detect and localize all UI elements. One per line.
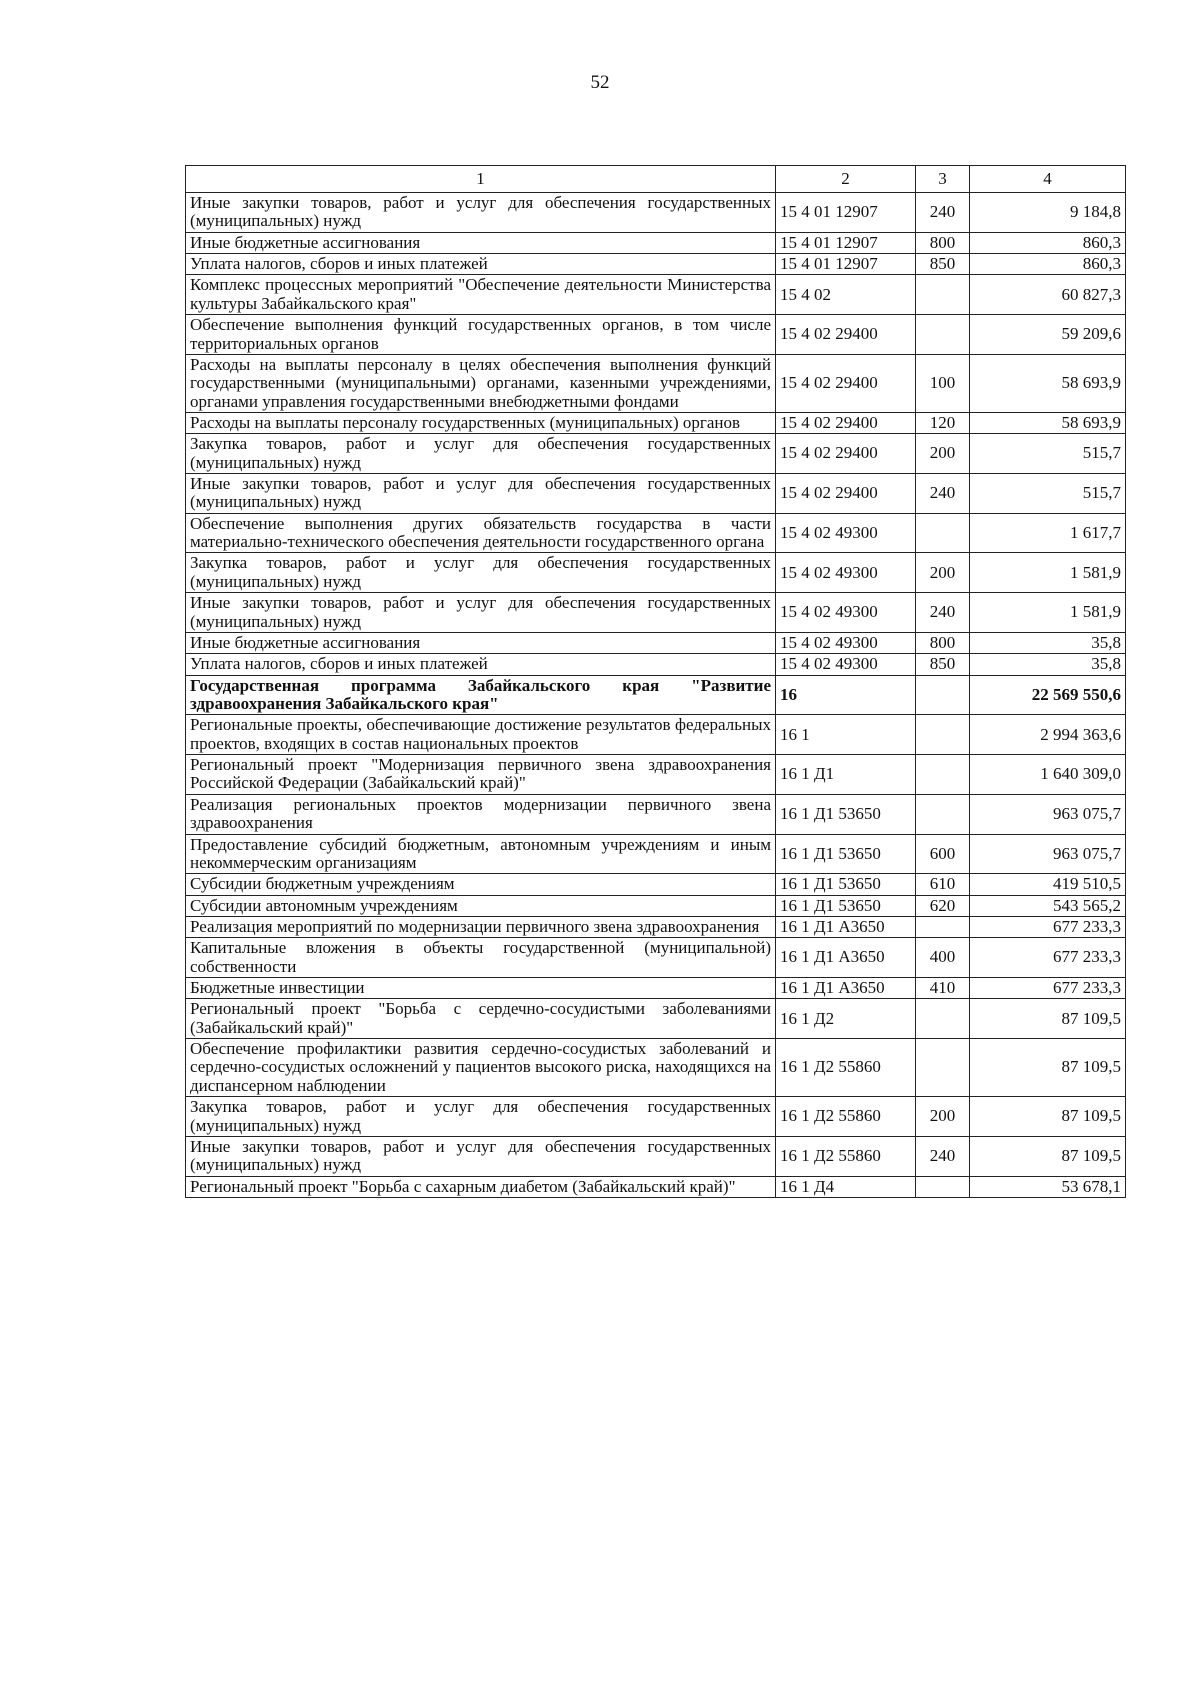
row-name: Иные бюджетные ассигнования bbox=[186, 232, 776, 253]
row-code: 15 4 01 12907 bbox=[776, 193, 916, 233]
row-amount: 677 233,3 bbox=[970, 916, 1126, 937]
row-amount: 677 233,3 bbox=[970, 978, 1126, 999]
table-row bbox=[186, 895, 1126, 916]
table-row bbox=[186, 315, 1126, 355]
row-name: Иные закупки товаров, работ и услуг для обеспечения государственных (муниципальных) нужд bbox=[186, 193, 776, 233]
row-amount: 963 075,7 bbox=[970, 834, 1126, 874]
table-row bbox=[186, 232, 1126, 253]
row-amount: 58 693,9 bbox=[970, 354, 1126, 412]
row-amount: 515,7 bbox=[970, 474, 1126, 514]
row-code: 16 1 Д2 bbox=[776, 999, 916, 1039]
row-code: 15 4 01 12907 bbox=[776, 232, 916, 253]
row-code: 16 1 Д1 53650 bbox=[776, 834, 916, 874]
row-name: Расходы на выплаты персоналу в целях обеспечения выполнения функций государственными (муниципальными) органами, казенными учреждениями, органами управления государственными внебюджетными фондами bbox=[186, 354, 776, 412]
row-name: Уплата налогов, сборов и иных платежей bbox=[186, 254, 776, 275]
row-name: Обеспечение выполнения других обязательств государства в части материально-технического обеспечения деятельности государственного органа bbox=[186, 513, 776, 553]
table-row bbox=[186, 513, 1126, 553]
table-row bbox=[186, 474, 1126, 514]
row-code: 15 4 02 29400 bbox=[776, 474, 916, 514]
row-amount: 87 109,5 bbox=[970, 1136, 1126, 1176]
budget-table bbox=[185, 165, 1126, 1198]
row-amount: 53 678,1 bbox=[970, 1176, 1126, 1197]
row-code: 15 4 02 49300 bbox=[776, 654, 916, 675]
table-body bbox=[186, 193, 1126, 1198]
row-amount: 60 827,3 bbox=[970, 275, 1126, 315]
row-type bbox=[916, 513, 970, 553]
row-code: 15 4 01 12907 bbox=[776, 254, 916, 275]
row-type bbox=[916, 275, 970, 315]
row-type: 240 bbox=[916, 193, 970, 233]
table-row bbox=[186, 834, 1126, 874]
row-name: Иные бюджетные ассигнования bbox=[186, 632, 776, 653]
table-row bbox=[186, 999, 1126, 1039]
table-row bbox=[186, 254, 1126, 275]
table-row bbox=[186, 434, 1126, 474]
row-amount: 59 209,6 bbox=[970, 315, 1126, 355]
row-name: Закупка товаров, работ и услуг для обеспечения государственных (муниципальных) нужд bbox=[186, 1097, 776, 1137]
row-name: Закупка товаров, работ и услуг для обеспечения государственных (муниципальных) нужд bbox=[186, 553, 776, 593]
row-amount: 1 581,9 bbox=[970, 553, 1126, 593]
row-amount: 87 109,5 bbox=[970, 1039, 1126, 1097]
row-type bbox=[916, 1039, 970, 1097]
row-type bbox=[916, 1176, 970, 1197]
row-type: 100 bbox=[916, 354, 970, 412]
row-name: Субсидии бюджетным учреждениям bbox=[186, 874, 776, 895]
row-code: 16 1 Д1 53650 bbox=[776, 895, 916, 916]
row-name: Комплекс процессных мероприятий "Обеспечение деятельности Министерства культуры Забайкальского края" bbox=[186, 275, 776, 315]
row-type: 240 bbox=[916, 474, 970, 514]
table-row bbox=[186, 675, 1126, 715]
row-type: 240 bbox=[916, 1136, 970, 1176]
row-name: Субсидии автономным учреждениям bbox=[186, 895, 776, 916]
row-amount: 22 569 550,6 bbox=[970, 675, 1126, 715]
row-code: 15 4 02 bbox=[776, 275, 916, 315]
row-amount: 860,3 bbox=[970, 254, 1126, 275]
row-amount: 87 109,5 bbox=[970, 999, 1126, 1039]
table-row bbox=[186, 275, 1126, 315]
row-code: 16 1 Д2 55860 bbox=[776, 1136, 916, 1176]
table-row bbox=[186, 755, 1126, 795]
row-code: 15 4 02 29400 bbox=[776, 412, 916, 433]
row-name: Государственная программа Забайкальского края "Развитие здравоохранения Забайкальского края" bbox=[186, 675, 776, 715]
row-name: Бюджетные инвестиции bbox=[186, 978, 776, 999]
row-code: 15 4 02 49300 bbox=[776, 513, 916, 553]
row-name: Реализация мероприятий по модернизации первичного звена здравоохранения bbox=[186, 916, 776, 937]
row-name: Обеспечение профилактики развития сердечно-сосудистых заболеваний и сердечно-сосудистых осложнений у пациентов высокого риска, находящихся на диспансерном наблюдении bbox=[186, 1039, 776, 1097]
row-amount: 87 109,5 bbox=[970, 1097, 1126, 1137]
row-type: 800 bbox=[916, 632, 970, 653]
row-amount: 419 510,5 bbox=[970, 874, 1126, 895]
row-code: 16 1 bbox=[776, 715, 916, 755]
row-amount: 1 581,9 bbox=[970, 593, 1126, 633]
row-name: Закупка товаров, работ и услуг для обеспечения государственных (муниципальных) нужд bbox=[186, 434, 776, 474]
row-name: Реализация региональных проектов модернизации первичного звена здравоохранения bbox=[186, 794, 776, 834]
row-amount: 35,8 bbox=[970, 632, 1126, 653]
table-row bbox=[186, 794, 1126, 834]
header-col-1: 1 bbox=[186, 166, 776, 193]
row-type: 400 bbox=[916, 938, 970, 978]
row-name: Предоставление субсидий бюджетным, автономным учреждениям и иным некоммерческим организациям bbox=[186, 834, 776, 874]
row-type: 200 bbox=[916, 1097, 970, 1137]
row-name: Региональные проекты, обеспечивающие достижение результатов федеральных проектов, входящих в состав национальных проектов bbox=[186, 715, 776, 755]
row-type bbox=[916, 755, 970, 795]
row-type bbox=[916, 675, 970, 715]
row-amount: 860,3 bbox=[970, 232, 1126, 253]
table-row bbox=[186, 938, 1126, 978]
row-code: 15 4 02 29400 bbox=[776, 354, 916, 412]
table-row bbox=[186, 632, 1126, 653]
header-col-2: 2 bbox=[776, 166, 916, 193]
table-row bbox=[186, 354, 1126, 412]
table-row bbox=[186, 553, 1126, 593]
table-row bbox=[186, 715, 1126, 755]
header-col-4: 4 bbox=[970, 166, 1126, 193]
row-type bbox=[916, 916, 970, 937]
table-row bbox=[186, 978, 1126, 999]
row-type: 620 bbox=[916, 895, 970, 916]
row-name: Иные закупки товаров, работ и услуг для обеспечения государственных (муниципальных) нужд bbox=[186, 474, 776, 514]
table-row bbox=[186, 412, 1126, 433]
row-code: 16 1 Д1 А3650 bbox=[776, 978, 916, 999]
row-type: 120 bbox=[916, 412, 970, 433]
row-type bbox=[916, 715, 970, 755]
row-code: 15 4 02 49300 bbox=[776, 632, 916, 653]
row-code: 16 bbox=[776, 675, 916, 715]
row-type bbox=[916, 315, 970, 355]
row-name: Иные закупки товаров, работ и услуг для обеспечения государственных (муниципальных) нужд bbox=[186, 1136, 776, 1176]
row-amount: 543 565,2 bbox=[970, 895, 1126, 916]
row-code: 16 1 Д1 53650 bbox=[776, 794, 916, 834]
row-name: Расходы на выплаты персоналу государственных (муниципальных) органов bbox=[186, 412, 776, 433]
table-row bbox=[186, 654, 1126, 675]
row-name: Региональный проект "Борьба с сердечно-сосудистыми заболеваниями (Забайкальский край)" bbox=[186, 999, 776, 1039]
row-amount: 2 994 363,6 bbox=[970, 715, 1126, 755]
row-name: Обеспечение выполнения функций государственных органов, в том числе территориальных органов bbox=[186, 315, 776, 355]
row-name: Капитальные вложения в объекты государственной (муниципальной) собственности bbox=[186, 938, 776, 978]
row-code: 16 1 Д1 А3650 bbox=[776, 938, 916, 978]
row-name: Региональный проект "Модернизация первичного звена здравоохранения Российской Федерации (Забайкальский край)" bbox=[186, 755, 776, 795]
table-row bbox=[186, 1176, 1126, 1197]
row-code: 16 1 Д1 bbox=[776, 755, 916, 795]
row-code: 16 1 Д2 55860 bbox=[776, 1097, 916, 1137]
row-amount: 9 184,8 bbox=[970, 193, 1126, 233]
table-row bbox=[186, 1097, 1126, 1137]
table-header-row bbox=[186, 166, 1126, 193]
row-name: Уплата налогов, сборов и иных платежей bbox=[186, 654, 776, 675]
row-code: 15 4 02 29400 bbox=[776, 434, 916, 474]
row-type: 200 bbox=[916, 553, 970, 593]
row-amount: 515,7 bbox=[970, 434, 1126, 474]
row-type: 410 bbox=[916, 978, 970, 999]
row-type: 240 bbox=[916, 593, 970, 633]
row-type: 850 bbox=[916, 254, 970, 275]
row-type bbox=[916, 999, 970, 1039]
row-code: 15 4 02 29400 bbox=[776, 315, 916, 355]
table-row bbox=[186, 1039, 1126, 1097]
header-col-3: 3 bbox=[916, 166, 970, 193]
row-amount: 677 233,3 bbox=[970, 938, 1126, 978]
table-row bbox=[186, 593, 1126, 633]
row-code: 15 4 02 49300 bbox=[776, 553, 916, 593]
row-name: Иные закупки товаров, работ и услуг для обеспечения государственных (муниципальных) нужд bbox=[186, 593, 776, 633]
row-type: 850 bbox=[916, 654, 970, 675]
table-row bbox=[186, 1136, 1126, 1176]
row-code: 16 1 Д1 53650 bbox=[776, 874, 916, 895]
row-code: 16 1 Д1 А3650 bbox=[776, 916, 916, 937]
row-type: 610 bbox=[916, 874, 970, 895]
row-amount: 963 075,7 bbox=[970, 794, 1126, 834]
row-code: 15 4 02 49300 bbox=[776, 593, 916, 633]
row-amount: 35,8 bbox=[970, 654, 1126, 675]
row-amount: 1 640 309,0 bbox=[970, 755, 1126, 795]
row-amount: 58 693,9 bbox=[970, 412, 1126, 433]
row-type: 600 bbox=[916, 834, 970, 874]
row-amount: 1 617,7 bbox=[970, 513, 1126, 553]
row-type bbox=[916, 794, 970, 834]
table-row bbox=[186, 874, 1126, 895]
table-row bbox=[186, 193, 1126, 233]
page-number: 52 bbox=[590, 72, 610, 93]
table-row bbox=[186, 916, 1126, 937]
row-type: 800 bbox=[916, 232, 970, 253]
row-name: Региональный проект "Борьба с сахарным диабетом (Забайкальский край)" bbox=[186, 1176, 776, 1197]
row-code: 16 1 Д2 55860 bbox=[776, 1039, 916, 1097]
row-code: 16 1 Д4 bbox=[776, 1176, 916, 1197]
row-type: 200 bbox=[916, 434, 970, 474]
